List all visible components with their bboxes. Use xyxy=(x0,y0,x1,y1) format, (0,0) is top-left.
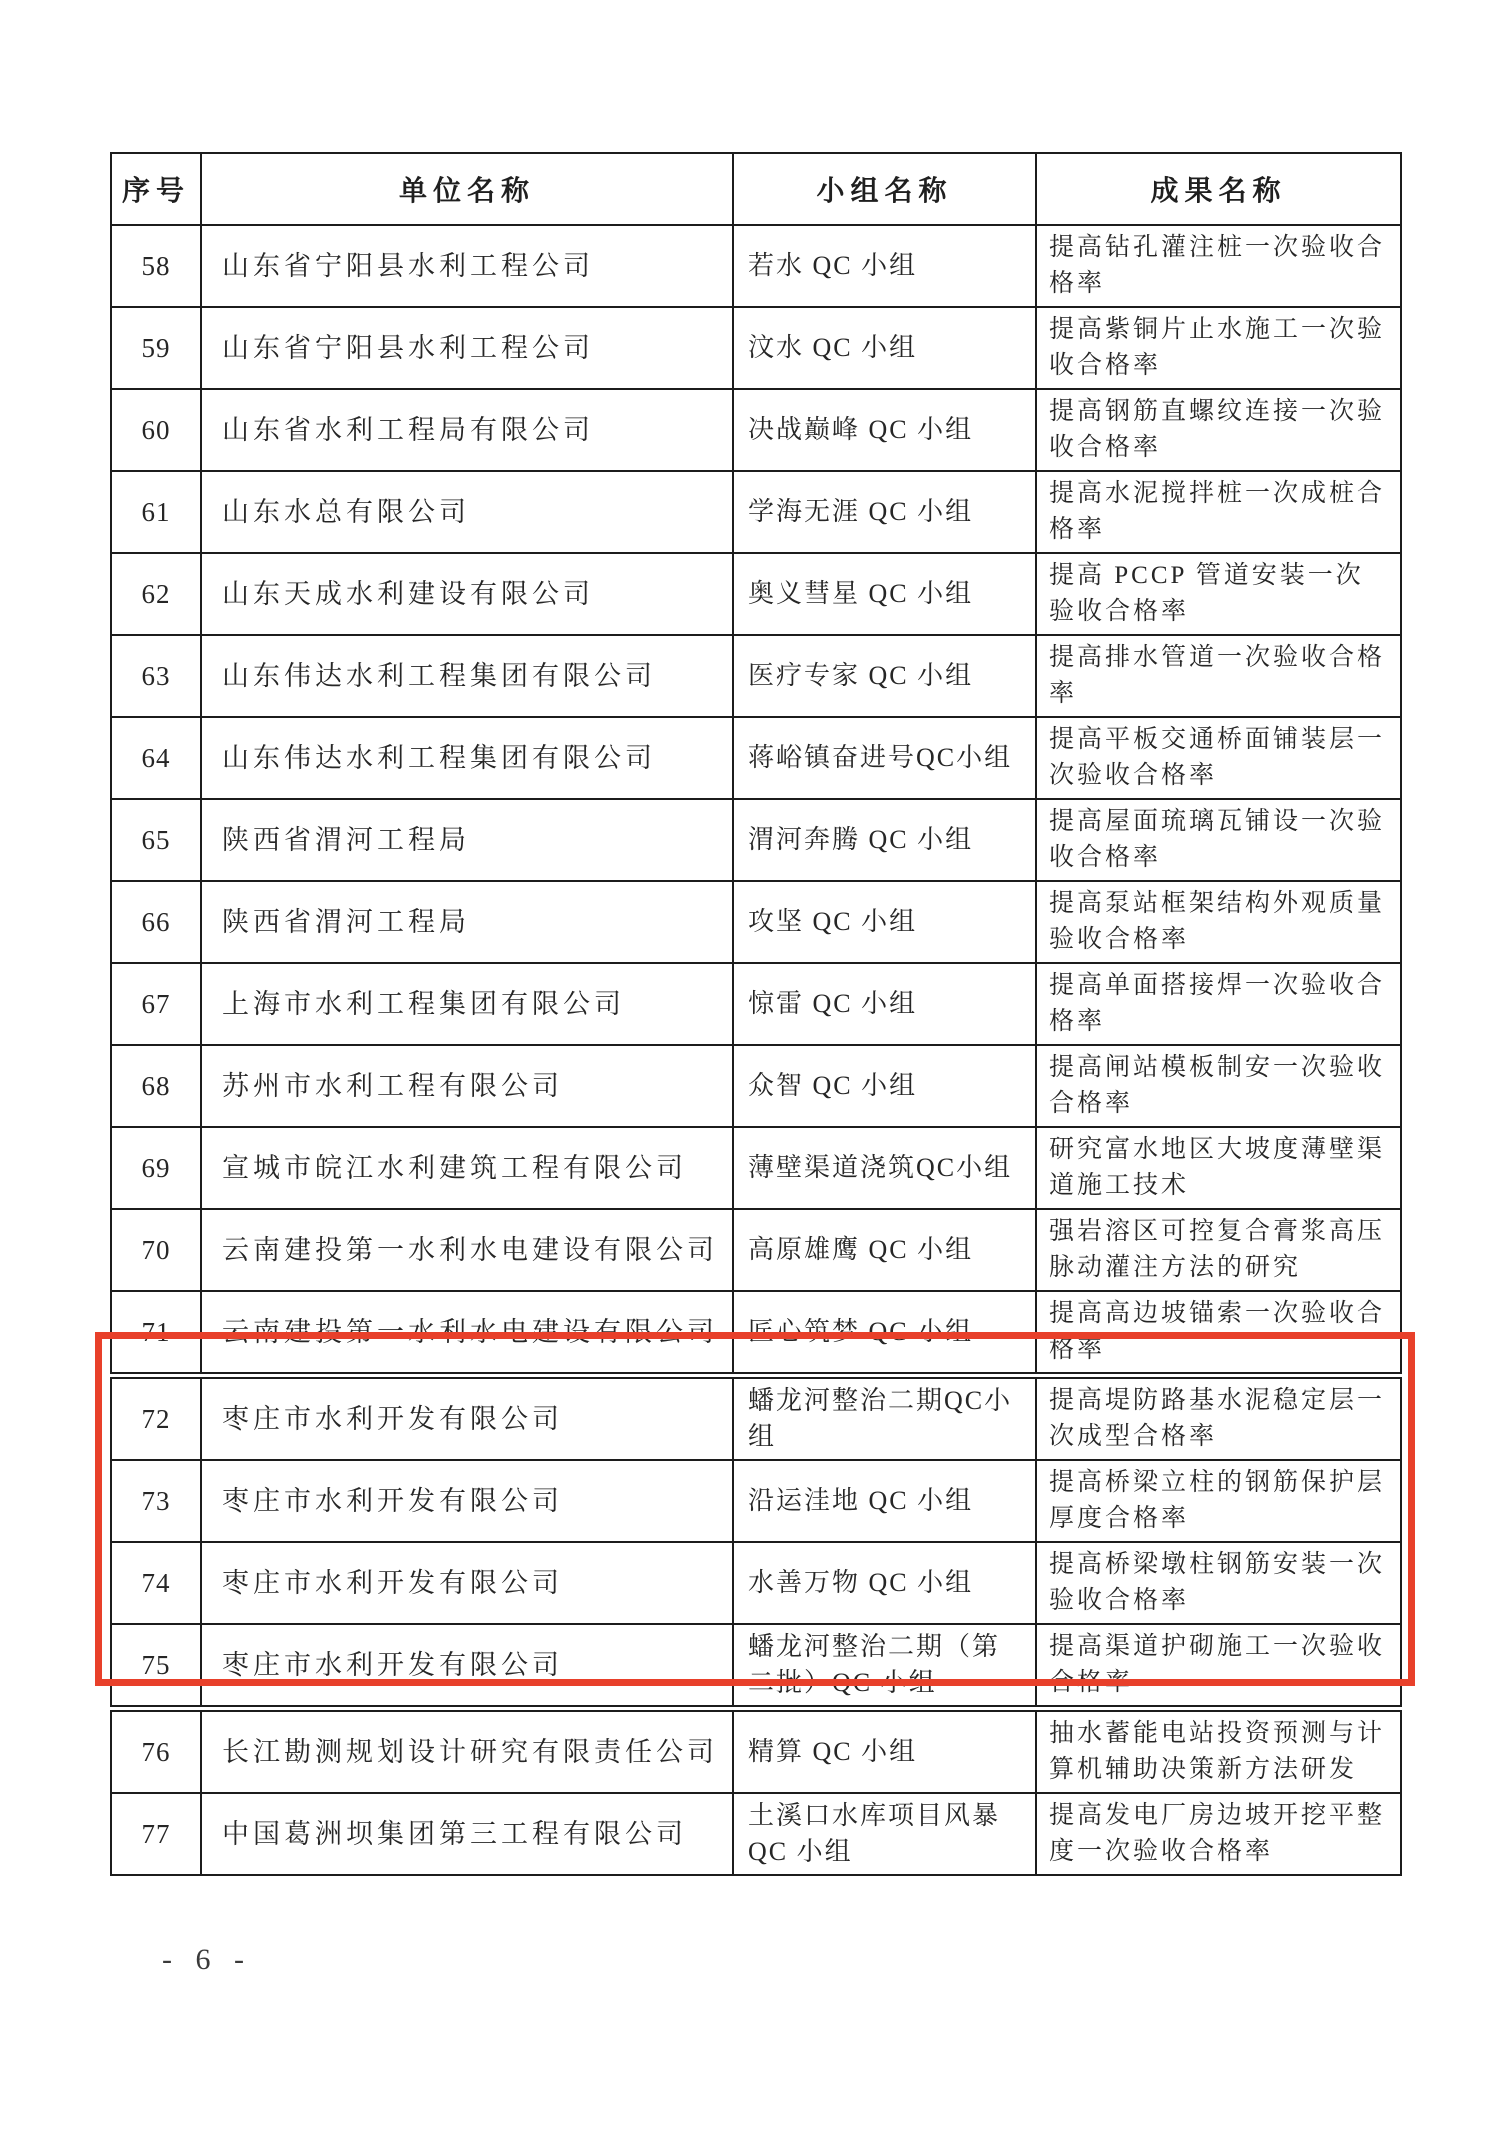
cell-unit: 枣庄市水利开发有限公司 xyxy=(201,1460,733,1542)
cell-unit: 中国葛洲坝集团第三工程有限公司 xyxy=(201,1793,733,1875)
cell-group: 攻坚 QC 小组 xyxy=(733,881,1036,963)
cell-unit: 枣庄市水利开发有限公司 xyxy=(201,1542,733,1624)
cell-no: 69 xyxy=(111,1127,201,1209)
table-row xyxy=(111,799,1401,881)
cell-no: 65 xyxy=(111,799,201,881)
cell-no: 75 xyxy=(111,1624,201,1709)
cell-group: 学海无涯 QC 小组 xyxy=(733,471,1036,553)
table-row xyxy=(111,1127,1401,1209)
cell-no: 68 xyxy=(111,1045,201,1127)
cell-unit: 山东省宁阳县水利工程公司 xyxy=(201,225,733,307)
cell-no: 70 xyxy=(111,1209,201,1291)
cell-no: 58 xyxy=(111,225,201,307)
cell-result: 提高渠道护砌施工一次验收合格率 xyxy=(1036,1624,1401,1709)
cell-no: 77 xyxy=(111,1793,201,1875)
header-row xyxy=(111,153,1401,225)
cell-unit: 枣庄市水利开发有限公司 xyxy=(201,1624,733,1709)
cell-result: 提高屋面琉璃瓦铺设一次验收合格率 xyxy=(1036,799,1401,881)
cell-result: 提高钻孔灌注桩一次验收合格率 xyxy=(1036,225,1401,307)
cell-group: 土溪口水库项目风暴 QC 小组 xyxy=(733,1793,1036,1875)
cell-result: 抽水蓄能电站投资预测与计算机辅助决策新方法研发 xyxy=(1036,1709,1401,1794)
table-row xyxy=(111,1209,1401,1291)
cell-group: 薄壁渠道浇筑QC小组 xyxy=(733,1127,1036,1209)
table-row xyxy=(111,471,1401,553)
cell-unit: 山东省宁阳县水利工程公司 xyxy=(201,307,733,389)
table-row xyxy=(111,881,1401,963)
cell-result: 提高桥梁立柱的钢筋保护层厚度合格率 xyxy=(1036,1460,1401,1542)
table-row xyxy=(111,1291,1401,1376)
cell-group: 汶水 QC 小组 xyxy=(733,307,1036,389)
cell-result: 强岩溶区可控复合膏浆高压脉动灌注方法的研究 xyxy=(1036,1209,1401,1291)
cell-group: 水善万物 QC 小组 xyxy=(733,1542,1036,1624)
table-row xyxy=(111,307,1401,389)
cell-no: 67 xyxy=(111,963,201,1045)
table-row xyxy=(111,1793,1401,1875)
table-row xyxy=(111,1624,1401,1709)
header-result: 成果名称 xyxy=(1036,153,1401,225)
cell-unit: 山东天成水利建设有限公司 xyxy=(201,553,733,635)
cell-group: 蟠龙河整治二期（第二批）QC 小组 xyxy=(733,1624,1036,1709)
cell-unit: 山东省水利工程局有限公司 xyxy=(201,389,733,471)
header-group: 小组名称 xyxy=(733,153,1036,225)
cell-unit: 枣庄市水利开发有限公司 xyxy=(201,1376,733,1461)
table-row xyxy=(111,225,1401,307)
header-unit: 单位名称 xyxy=(201,153,733,225)
cell-unit: 山东伟达水利工程集团有限公司 xyxy=(201,635,733,717)
table-row xyxy=(111,1045,1401,1127)
cell-group: 决战巅峰 QC 小组 xyxy=(733,389,1036,471)
header-no: 序号 xyxy=(111,153,201,225)
cell-result: 提高堤防路基水泥稳定层一次成型合格率 xyxy=(1036,1376,1401,1461)
cell-unit: 苏州市水利工程有限公司 xyxy=(201,1045,733,1127)
cell-unit: 山东伟达水利工程集团有限公司 xyxy=(201,717,733,799)
cell-group: 匠心筑梦 QC 小组 xyxy=(733,1291,1036,1376)
cell-group: 惊雷 QC 小组 xyxy=(733,963,1036,1045)
cell-group: 精算 QC 小组 xyxy=(733,1709,1036,1794)
cell-result: 提高发电厂房边坡开挖平整度一次验收合格率 xyxy=(1036,1793,1401,1875)
cell-no: 71 xyxy=(111,1291,201,1376)
cell-unit: 宣城市皖江水利建筑工程有限公司 xyxy=(201,1127,733,1209)
table-row xyxy=(111,553,1401,635)
cell-result: 提高闸站模板制安一次验收合格率 xyxy=(1036,1045,1401,1127)
cell-no: 60 xyxy=(111,389,201,471)
cell-unit: 长江勘测规划设计研究有限责任公司 xyxy=(201,1709,733,1794)
cell-no: 64 xyxy=(111,717,201,799)
page-number: - 6 - xyxy=(162,1943,252,1976)
cell-result: 提高水泥搅拌桩一次成桩合格率 xyxy=(1036,471,1401,553)
cell-no: 59 xyxy=(111,307,201,389)
cell-group: 医疗专家 QC 小组 xyxy=(733,635,1036,717)
table-row xyxy=(111,389,1401,471)
cell-group: 奥义彗星 QC 小组 xyxy=(733,553,1036,635)
cell-no: 66 xyxy=(111,881,201,963)
cell-unit: 陕西省渭河工程局 xyxy=(201,881,733,963)
cell-result: 提高紫铜片止水施工一次验收合格率 xyxy=(1036,307,1401,389)
cell-group: 若水 QC 小组 xyxy=(733,225,1036,307)
cell-group: 渭河奔腾 QC 小组 xyxy=(733,799,1036,881)
cell-group: 高原雄鹰 QC 小组 xyxy=(733,1209,1036,1291)
cell-result: 提高钢筋直螺纹连接一次验收合格率 xyxy=(1036,389,1401,471)
table-row xyxy=(111,1709,1401,1794)
cell-result: 研究富水地区大坡度薄壁渠道施工技术 xyxy=(1036,1127,1401,1209)
cell-no: 61 xyxy=(111,471,201,553)
cell-result: 提高桥梁墩柱钢筋安装一次验收合格率 xyxy=(1036,1542,1401,1624)
cell-result: 提高泵站框架结构外观质量验收合格率 xyxy=(1036,881,1401,963)
table-row xyxy=(111,963,1401,1045)
cell-result: 提高排水管道一次验收合格率 xyxy=(1036,635,1401,717)
cell-unit: 云南建投第一水利水电建设有限公司 xyxy=(201,1209,733,1291)
table-header xyxy=(111,153,1401,225)
table-row xyxy=(111,1542,1401,1624)
table-row xyxy=(111,635,1401,717)
cell-result: 提高 PCCP 管道安装一次验收合格率 xyxy=(1036,553,1401,635)
cell-no: 62 xyxy=(111,553,201,635)
cell-no: 72 xyxy=(111,1376,201,1461)
cell-group: 蟠龙河整治二期QC小组 xyxy=(733,1376,1036,1461)
cell-group: 蒋峪镇奋进号QC小组 xyxy=(733,717,1036,799)
cell-unit: 山东水总有限公司 xyxy=(201,471,733,553)
cell-result: 提高单面搭接焊一次验收合格率 xyxy=(1036,963,1401,1045)
table-row xyxy=(111,717,1401,799)
results-table xyxy=(110,152,1402,1876)
table-row xyxy=(111,1376,1401,1461)
cell-no: 76 xyxy=(111,1709,201,1794)
cell-result: 提高平板交通桥面铺装层一次验收合格率 xyxy=(1036,717,1401,799)
cell-result: 提高高边坡锚索一次验收合格率 xyxy=(1036,1291,1401,1376)
table-body xyxy=(111,225,1401,1875)
cell-unit: 云南建投第一水利水电建设有限公司 xyxy=(201,1291,733,1376)
table-row xyxy=(111,1460,1401,1542)
cell-unit: 上海市水利工程集团有限公司 xyxy=(201,963,733,1045)
cell-unit: 陕西省渭河工程局 xyxy=(201,799,733,881)
cell-no: 74 xyxy=(111,1542,201,1624)
cell-no: 73 xyxy=(111,1460,201,1542)
cell-no: 63 xyxy=(111,635,201,717)
cell-group: 沿运洼地 QC 小组 xyxy=(733,1460,1036,1542)
cell-group: 众智 QC 小组 xyxy=(733,1045,1036,1127)
